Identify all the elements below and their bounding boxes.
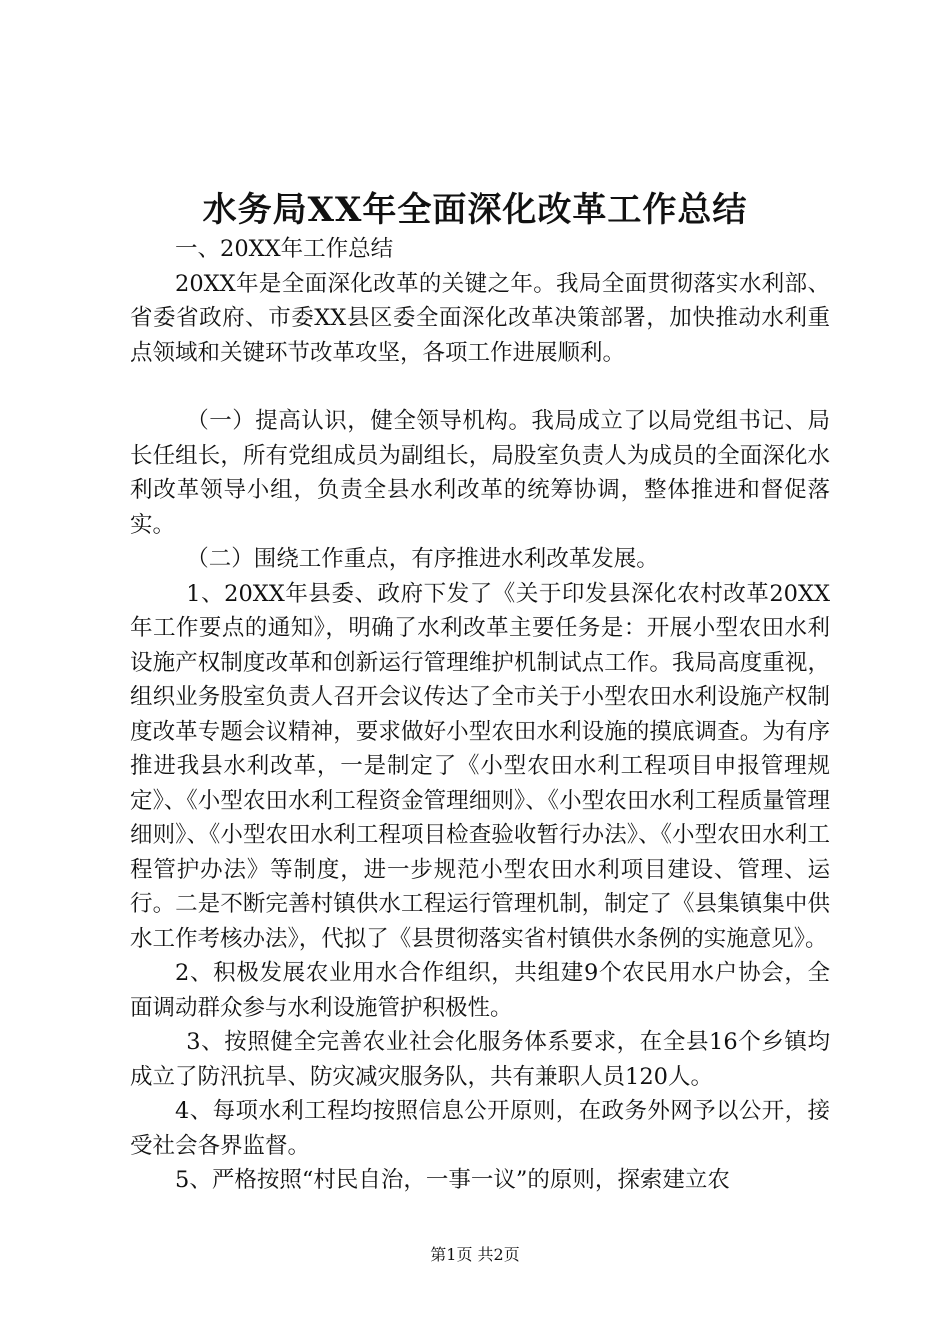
- section-heading: 一、20XX年工作总结: [175, 236, 394, 262]
- paragraph-item-5: 5、严格按照“村民自治，一事一议”的原则，探索建立农: [175, 1167, 730, 1193]
- paragraph-item-4: 4、每项水利工程均按照信息公开原则，在政务外网予以公开，接受社会各界监督。: [130, 1098, 830, 1159]
- paragraph-intro: 20XX年是全面深化改革的关键之年。我局全面贯彻落实水利部、省委省政府、市委XX县区委全面深化改革决策部署，加快推动水利重点领域和关键环节改革攻坚，各项工作进展顺利。: [130, 270, 830, 366]
- document-body: [130, 232, 830, 1198]
- paragraph-item-3: 3、按照健全完善农业社会化服务体系要求，在全县16个乡镇均成立了防汛抗旱、防灾减灾服务队，共有兼职人员120人。: [130, 1029, 830, 1090]
- paragraph-item-2: 2、积极发展农业用水合作组织，共组建9个农民用水户协会，全面调动群众参与水利设施管护积极性。: [130, 960, 830, 1021]
- paragraph-leadership: （一）提高认识，健全领导机构。我局成立了以局党组书记、局长任组长，所有党组成员为副组长，局股室负责人为成员的全面深化水利改革领导小组，负责全县水利改革的统筹协调，整体推进和督促落实。: [130, 408, 830, 538]
- paragraph-item-1: 1、20XX年县委、政府下发了《关于印发县深化农村改革20XX年工作要点的通知》，明确了水利改革主要任务是：开展小型农田水利设施产权制度改革和创新运行管理维护机制试点工作。我局高度重视，组织业务股室负责人召开会议传达了全市关于小型农田水利设施产权制度改革专题会议精神，要求做好小型农田水利设施的摸底调查。为有序推进我县水利改革，一是制定了《小型农田水利工程项目申报管理规定》、《小型农田水利工程资金管理细则》、《小型农田水利工程质量管理细则》、《小型农田水利工程项目检查验收暂行办法》、《小型农田水利工程管护办法》等制度，进一步规范小型农田水利项目建设、管理、运行。二是不断完善村镇供水工程运行管理机制，制定了《县集镇集中供水工作考核办法》，代拟了《县贯彻落实省村镇供水条例的实施意见》。: [130, 580, 830, 952]
- page-indicator: 第1页 共2页: [430, 1245, 520, 1264]
- document-title: 水务局XX年全面深化改革工作总结: [202, 190, 748, 230]
- paragraph-subheading: （二）围绕工作重点，有序推进水利改革发展。: [186, 546, 659, 572]
